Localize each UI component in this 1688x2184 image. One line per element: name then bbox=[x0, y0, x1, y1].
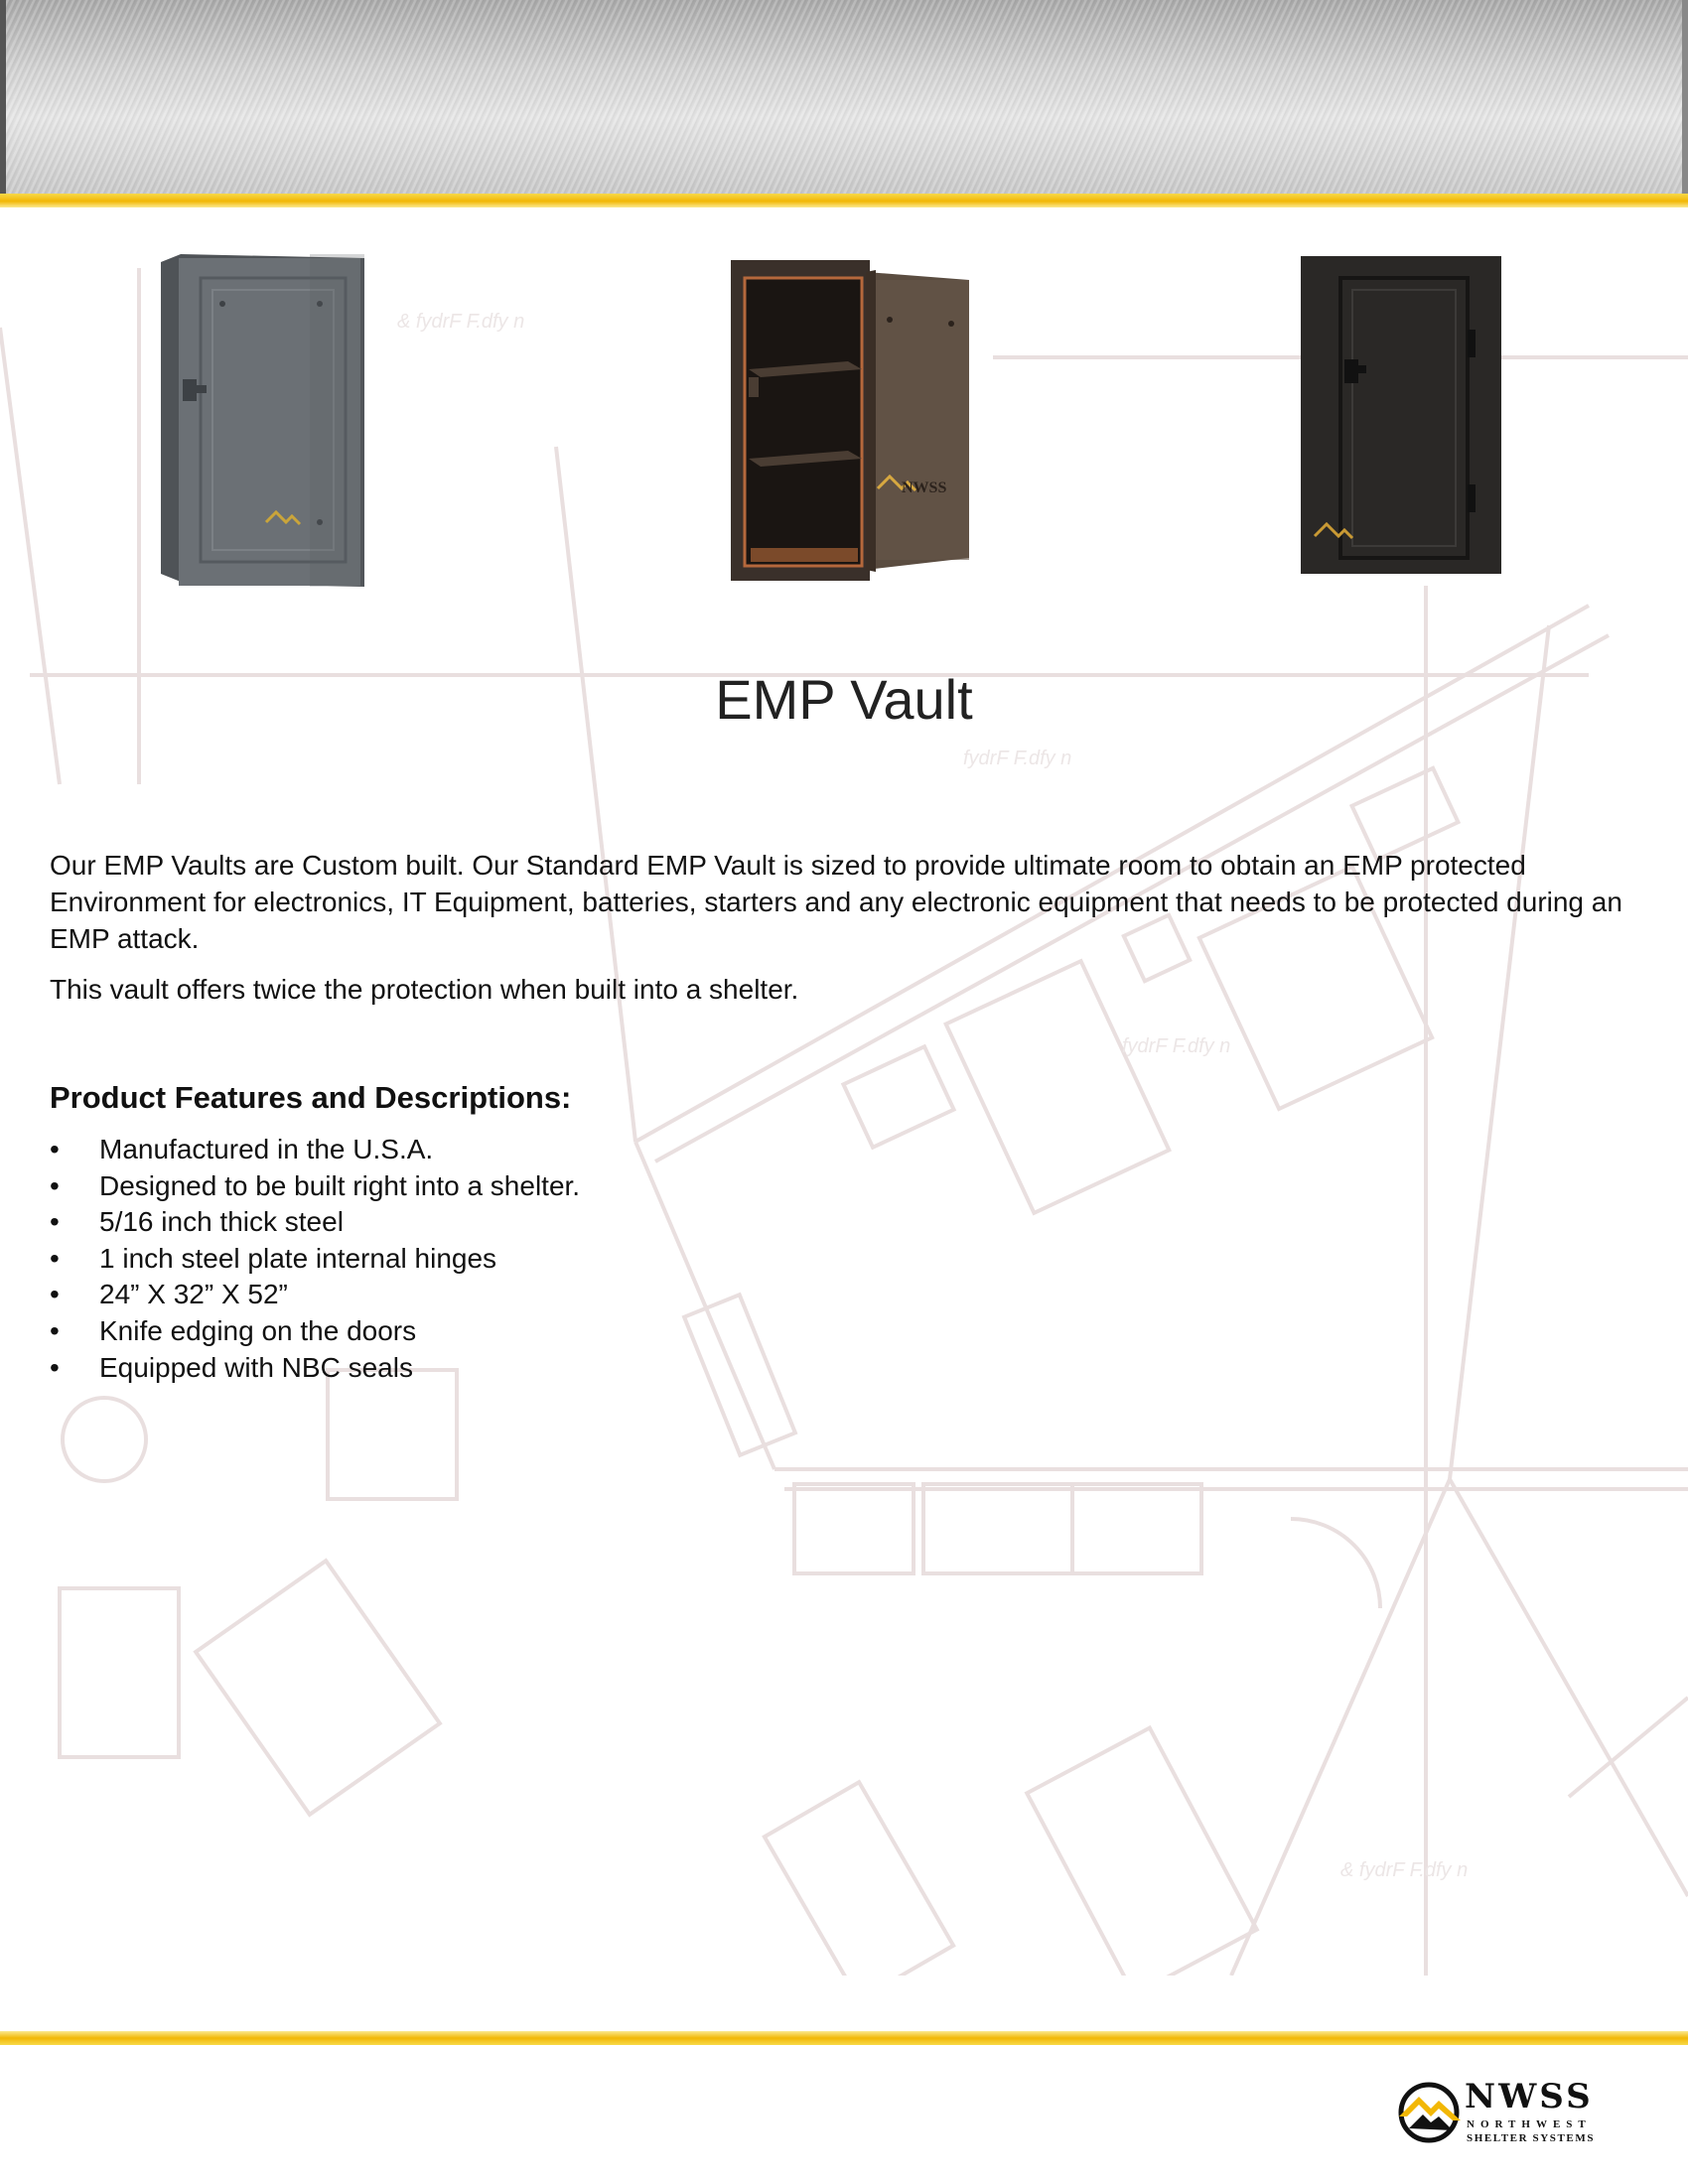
bullet-icon: • bbox=[50, 1169, 60, 1201]
bullet-icon: • bbox=[50, 1279, 60, 1310]
vault-image-black-closed bbox=[1301, 256, 1501, 574]
bullet-icon: • bbox=[50, 1206, 60, 1238]
svg-text:fydrF F.dfy n: fydrF F.dfy n bbox=[963, 748, 1072, 769]
feature-text: Manufactured in the U.S.A. bbox=[99, 1134, 434, 1164]
feature-item bbox=[50, 1241, 580, 1278]
feature-item bbox=[50, 1313, 580, 1350]
feature-text: Designed to be built right into a shelter. bbox=[99, 1169, 581, 1201]
features-list bbox=[50, 1132, 580, 1386]
logo-subtitle-northwest: NORTHWEST bbox=[1467, 2118, 1592, 2130]
svg-text:fydrF F.dfy n: fydrF F.dfy n bbox=[1122, 1035, 1231, 1057]
bullet-icon: • bbox=[50, 1351, 60, 1383]
page-title: EMP Vault bbox=[715, 668, 973, 731]
banner-right-edge bbox=[1682, 0, 1688, 197]
svg-text:& fydrF F.dfy n: & fydrF F.dfy n bbox=[397, 311, 525, 333]
feature-item bbox=[50, 1204, 580, 1241]
bullet-icon: • bbox=[50, 1314, 60, 1346]
feature-text: 5/16 inch thick steel bbox=[99, 1206, 344, 1238]
top-gold-stripe bbox=[0, 194, 1688, 207]
svg-text:& fydrF F.dfy n: & fydrF F.dfy n bbox=[1340, 1859, 1469, 1881]
features-heading: Product Features and Descriptions: bbox=[50, 1080, 572, 1115]
feature-text: 24” X 32” X 52” bbox=[99, 1279, 288, 1310]
intro-paragraph: Our EMP Vaults are Custom built. Our Standard EMP Vault is sized to provide ultimate room to obtain an EMP protected Environment for electronics, IT Equipment, batteries, starters and any electronic equipment that needs to be protected during an EMP attack. bbox=[50, 850, 1622, 954]
svg-text:NWSS: NWSS bbox=[902, 479, 947, 496]
vault-image-bronze-open bbox=[731, 260, 977, 581]
shelter-paragraph: This vault offers twice the protection when built into a shelter. bbox=[50, 974, 799, 1005]
feature-text: Equipped with NBC seals bbox=[99, 1351, 413, 1383]
mountain-logo-icon bbox=[1395, 2077, 1467, 2144]
bullet-icon: • bbox=[50, 1134, 60, 1164]
logo-subtitle-shelter-systems: SHELTER SYSTEMS bbox=[1467, 2132, 1596, 2144]
header-metal-banner bbox=[0, 0, 1688, 197]
logo-name: NWSS bbox=[1465, 2077, 1594, 2116]
feature-item bbox=[50, 1168, 580, 1205]
feature-text: Knife edging on the doors bbox=[99, 1314, 417, 1346]
feature-item bbox=[50, 1277, 580, 1313]
banner-left-edge bbox=[0, 0, 6, 197]
nwss-logo bbox=[1395, 2073, 1594, 2148]
feature-text: 1 inch steel plate internal hinges bbox=[99, 1242, 497, 1274]
feature-item bbox=[50, 1132, 580, 1168]
bottom-gold-stripe bbox=[0, 2031, 1688, 2045]
feature-item bbox=[50, 1350, 580, 1387]
bullet-icon: • bbox=[50, 1242, 60, 1274]
vault-image-gray-closed bbox=[161, 254, 364, 587]
